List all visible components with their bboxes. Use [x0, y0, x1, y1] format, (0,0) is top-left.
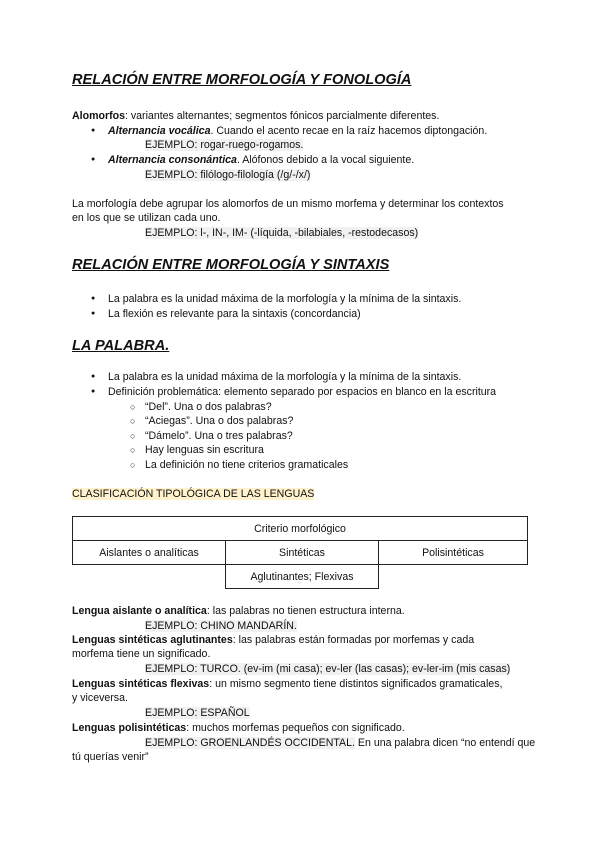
def-line: y viceversa.	[72, 692, 128, 704]
bullet-item: ● La palabra es la unidad máxima de la morfología y la mínima de la sintaxis.	[108, 370, 461, 385]
text: : un mismo segmento tiene distintos significados gramaticales,	[209, 678, 503, 690]
example	[145, 736, 535, 751]
def-line	[72, 721, 405, 736]
example	[145, 138, 303, 153]
sub-bullet-item: ○ Hay lenguas sin escritura	[145, 443, 264, 458]
paragraph-line: en los que se utilizan cada uno.	[72, 212, 221, 224]
term: Lenguas sintéticas flexivas	[72, 678, 210, 690]
example-rest: En una palabra dicen “no entendí que	[354, 737, 536, 749]
heading-morfologia-sintaxis: RELACIÓN ENTRE MORFOLOGÍA Y SINTAXIS	[72, 257, 390, 273]
def-line: tú querías venir”	[72, 751, 149, 763]
classification-table	[72, 516, 528, 589]
table-cell: Aglutinantes; Flexivas	[226, 565, 379, 589]
term: Lenguas sintéticas aglutinantes	[72, 634, 233, 646]
sub-bullet-item: ○ “Aciegas”. Una o dos palabras?	[145, 414, 293, 429]
bullet-item: ● La palabra es la unidad máxima de la morfología y la mínima de la sintaxis.	[108, 292, 461, 307]
def-line	[72, 633, 474, 648]
text: : las palabras están formadas por morfemas y cada	[232, 634, 475, 646]
table-cell: Polisintéticas	[379, 541, 528, 565]
text: . Cuando el acento recae en la raíz hacemos diptongación.	[210, 125, 488, 137]
heading-morfologia-fonologia: RELACIÓN ENTRE MORFOLOGÍA Y FONOLOGÍA	[72, 72, 412, 88]
example	[145, 619, 297, 634]
clasificacion-heading	[72, 487, 314, 502]
text: . Alófonos debido a la vocal siguiente.	[236, 154, 415, 166]
example-text: EJEMPLO: filólogo-filología (/g/-/x/)	[145, 169, 311, 181]
sub-bullet-item: ○ “Del”. Una o dos palabras?	[145, 400, 272, 415]
table-header: Criterio morfológico	[73, 517, 528, 541]
def-line	[72, 604, 405, 619]
example	[145, 706, 250, 721]
bullet-item	[108, 124, 487, 139]
example	[145, 168, 310, 183]
paragraph-line: La morfología debe agrupar los alomorfos de un mismo morfema y determinar los contextos	[72, 198, 504, 210]
term: Alternancia consonántica	[108, 154, 237, 166]
text: : variantes alternantes; segmentos fónicos parcialmente diferentes.	[124, 110, 440, 122]
example	[145, 662, 510, 677]
heading-la-palabra: LA PALABRA.	[72, 338, 170, 354]
example-text: EJEMPLO: l-, IN-, IM- (-líquida, -bilabiales, -restodecasos)	[145, 227, 419, 239]
text: : muchos morfemas pequeños con significado.	[186, 722, 405, 734]
text: : las palabras no tienen estructura interna.	[206, 605, 405, 617]
def-line: morfema tiene un significado.	[72, 648, 211, 660]
def-line	[72, 677, 502, 692]
term: Alternancia vocálica	[108, 125, 211, 137]
example-text: EJEMPLO: ESPAÑOL	[145, 707, 250, 719]
example-text: EJEMPLO: CHINO MANDARÍN.	[145, 620, 297, 632]
bullet-item: ● Definición problemática: elemento separado por espacios en blanco en la escritura	[108, 385, 496, 400]
sub-bullet-item: ○ La definición no tiene criterios gramaticales	[145, 458, 348, 473]
example-text: EJEMPLO: rogar-ruego-rogamos.	[145, 139, 304, 151]
example-text: EJEMPLO: GROENLANDÉS OCCIDENTAL.	[145, 737, 355, 749]
table-cell: Aislantes o analíticas	[73, 541, 226, 565]
bullet-item	[108, 153, 414, 168]
clasificacion-text: CLASIFICACIÓN TIPOLÓGICA DE LAS LENGUAS	[72, 488, 315, 500]
sub-bullet-item: ○ “Dámelo”. Una o tres palabras?	[145, 429, 293, 444]
term: Lenguas polisintéticas	[72, 722, 187, 734]
term: Alomorfos	[72, 110, 125, 122]
bullet-item: ● La flexión es relevante para la sintaxis (concordancia)	[108, 307, 361, 322]
alomorfos-line	[72, 109, 439, 124]
term: Lengua aislante o analítica	[72, 605, 207, 617]
example-text: EJEMPLO: TURCO. (ev-im (mi casa); ev-ler (las casas); ev-ler-im (mis casas)	[145, 663, 511, 675]
example	[145, 226, 418, 241]
table-cell: Sintéticas	[226, 541, 379, 565]
